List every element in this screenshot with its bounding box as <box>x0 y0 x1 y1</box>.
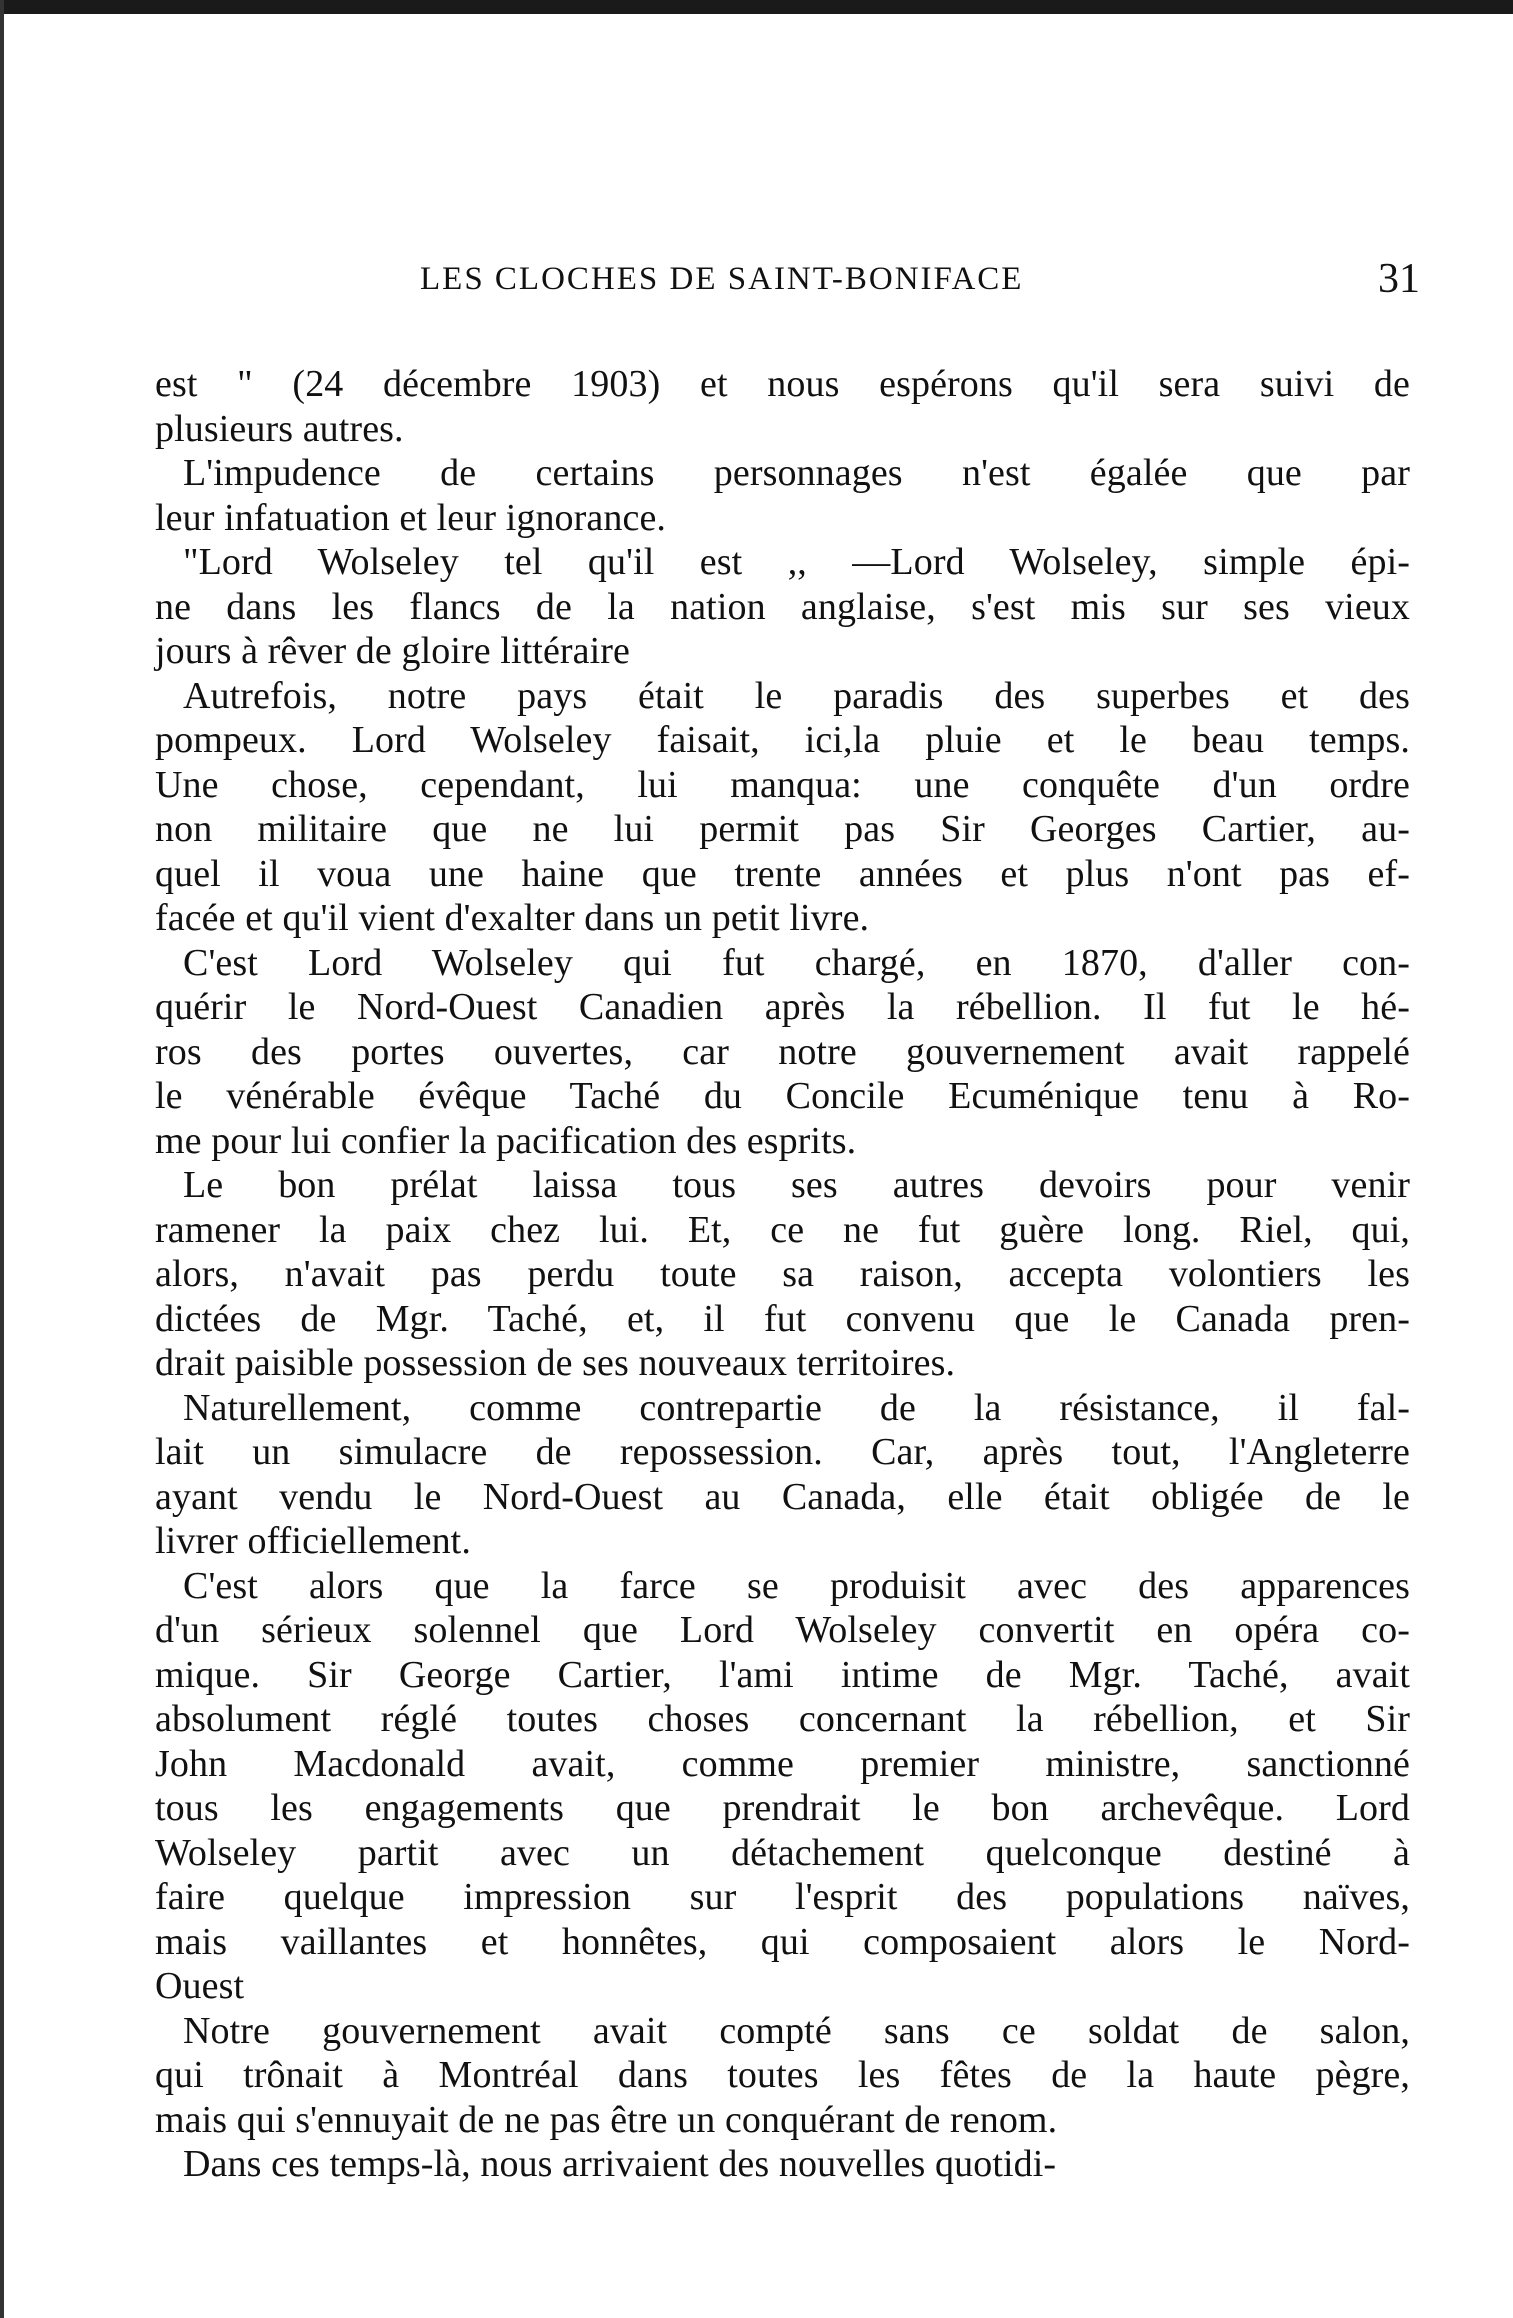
page-header <box>150 255 1420 305</box>
text-line: quel il voua une haine que trente années et plus n'ont pas ef- <box>155 852 1410 895</box>
paragraph <box>155 674 1410 941</box>
paragraph <box>155 1564 1410 2009</box>
text-line: facée et qu'il vient d'exalter dans un petit livre. <box>155 897 870 939</box>
page-top-edge <box>0 0 1513 14</box>
text-line: tous les engagements que prendrait le bon archevêque. Lord <box>155 1787 1410 1829</box>
paragraph <box>155 451 1410 540</box>
text-line: absolument réglé toutes choses concernant la rébellion, et Sir <box>155 1698 1410 1740</box>
text-line: ayant vendu le Nord-Ouest au Canada, elle était obligée de le <box>155 1475 1410 1518</box>
text-line: ros des portes ouvertes, car notre gouvernement avait rappelé <box>155 1030 1410 1073</box>
paragraph <box>155 941 1410 1164</box>
text-line: livrer officiellement. <box>155 1520 471 1562</box>
paragraph <box>155 1386 1410 1564</box>
text-line: non militaire que ne lui permit pas Sir Georges Cartier, au- <box>155 808 1410 850</box>
paragraph <box>155 2009 1410 2143</box>
text-line: mique. Sir George Cartier, l'ami intime de Mgr. Taché, avait <box>155 1653 1410 1696</box>
text-line: Autrefois, notre pays était le paradis des superbes et des <box>183 674 1410 717</box>
text-line: plusieurs autres. <box>155 407 404 450</box>
paragraph <box>155 2142 1410 2187</box>
text-line: pompeux. Lord Wolseley faisait, ici,la pluie et le beau temps. <box>155 719 1410 761</box>
text-line: alors, n'avait pas perdu toute sa raison, accepta volontiers les <box>155 1253 1410 1295</box>
paragraph <box>155 362 1410 451</box>
text-line: drait paisible possession de ses nouveaux territoires. <box>155 1342 956 1384</box>
text-line: lait un simulacre de repossession. Car, après tout, l'Angleterre <box>155 1431 1410 1473</box>
text-line: faire quelque impression sur l'esprit des populations naïves, <box>155 1876 1410 1918</box>
text-line: Une chose, cependant, lui manqua: une conquête d'un ordre <box>155 763 1410 806</box>
page-number: 31 <box>1378 256 1420 302</box>
text-line: d'un sérieux solennel que Lord Wolseley convertit en opéra co- <box>155 1609 1410 1651</box>
text-line: Notre gouvernement avait compté sans ce soldat de salon, <box>183 2009 1410 2052</box>
text-line: ne dans les flancs de la nation anglaise, s'est mis sur ses vieux <box>155 585 1410 628</box>
text-line: quérir le Nord-Ouest Canadien après la rébellion. Il fut le hé- <box>155 986 1410 1028</box>
text-line: Dans ces temps-là, nous arrivaient des nouvelles quotidi- <box>183 2143 1057 2185</box>
text-line: mais vaillantes et honnêtes, qui composaient alors le Nord- <box>155 1920 1410 1963</box>
paragraph <box>155 540 1410 674</box>
text-line: Wolseley partit avec un détachement quelconque destiné à <box>155 1831 1410 1874</box>
text-line: C'est Lord Wolseley qui fut chargé, en 1870, d'aller con- <box>183 941 1410 984</box>
text-line: Naturellement, comme contrepartie de la résistance, il fal- <box>183 1386 1410 1429</box>
text-line: est " (24 décembre 1903) et nous espérons qu'il sera suivi de <box>155 363 1410 405</box>
text-line: le vénérable évêque Taché du Concile Ecuménique tenu à Ro- <box>155 1075 1410 1117</box>
text-line: mais qui s'ennuyait de ne pas être un conquérant de renom. <box>155 2098 1058 2141</box>
text-line: John Macdonald avait, comme premier ministre, sanctionné <box>155 1742 1410 1785</box>
text-line: Le bon prélat laissa tous ses autres devoirs pour venir <box>183 1164 1410 1206</box>
text-line: leur infatuation et leur ignorance. <box>155 496 667 539</box>
page-left-edge <box>0 0 4 2318</box>
running-title: LES CLOCHES DE SAINT-BONIFACE <box>420 261 1024 297</box>
text-line: L'impudence de certains personnages n'est égalée que par <box>183 452 1410 494</box>
text-line: me pour lui confier la pacification des esprits. <box>155 1119 857 1162</box>
text-line: "Lord Wolseley tel qu'il est ,, —Lord Wolseley, simple épi- <box>183 541 1410 583</box>
paragraph <box>155 1163 1410 1386</box>
text-line: ramener la paix chez lui. Et, ce ne fut guère long. Riel, qui, <box>155 1208 1410 1251</box>
text-line: C'est alors que la farce se produisit avec des apparences <box>183 1564 1410 1607</box>
text-line: dictées de Mgr. Taché, et, il fut convenu que le Canada pren- <box>155 1297 1410 1340</box>
text-line: jours à rêver de gloire littéraire <box>155 630 631 672</box>
body-text <box>155 362 1410 2187</box>
text-line: qui trônait à Montréal dans toutes les fêtes de la haute pègre, <box>155 2054 1410 2096</box>
text-line: Ouest <box>155 1965 245 2007</box>
